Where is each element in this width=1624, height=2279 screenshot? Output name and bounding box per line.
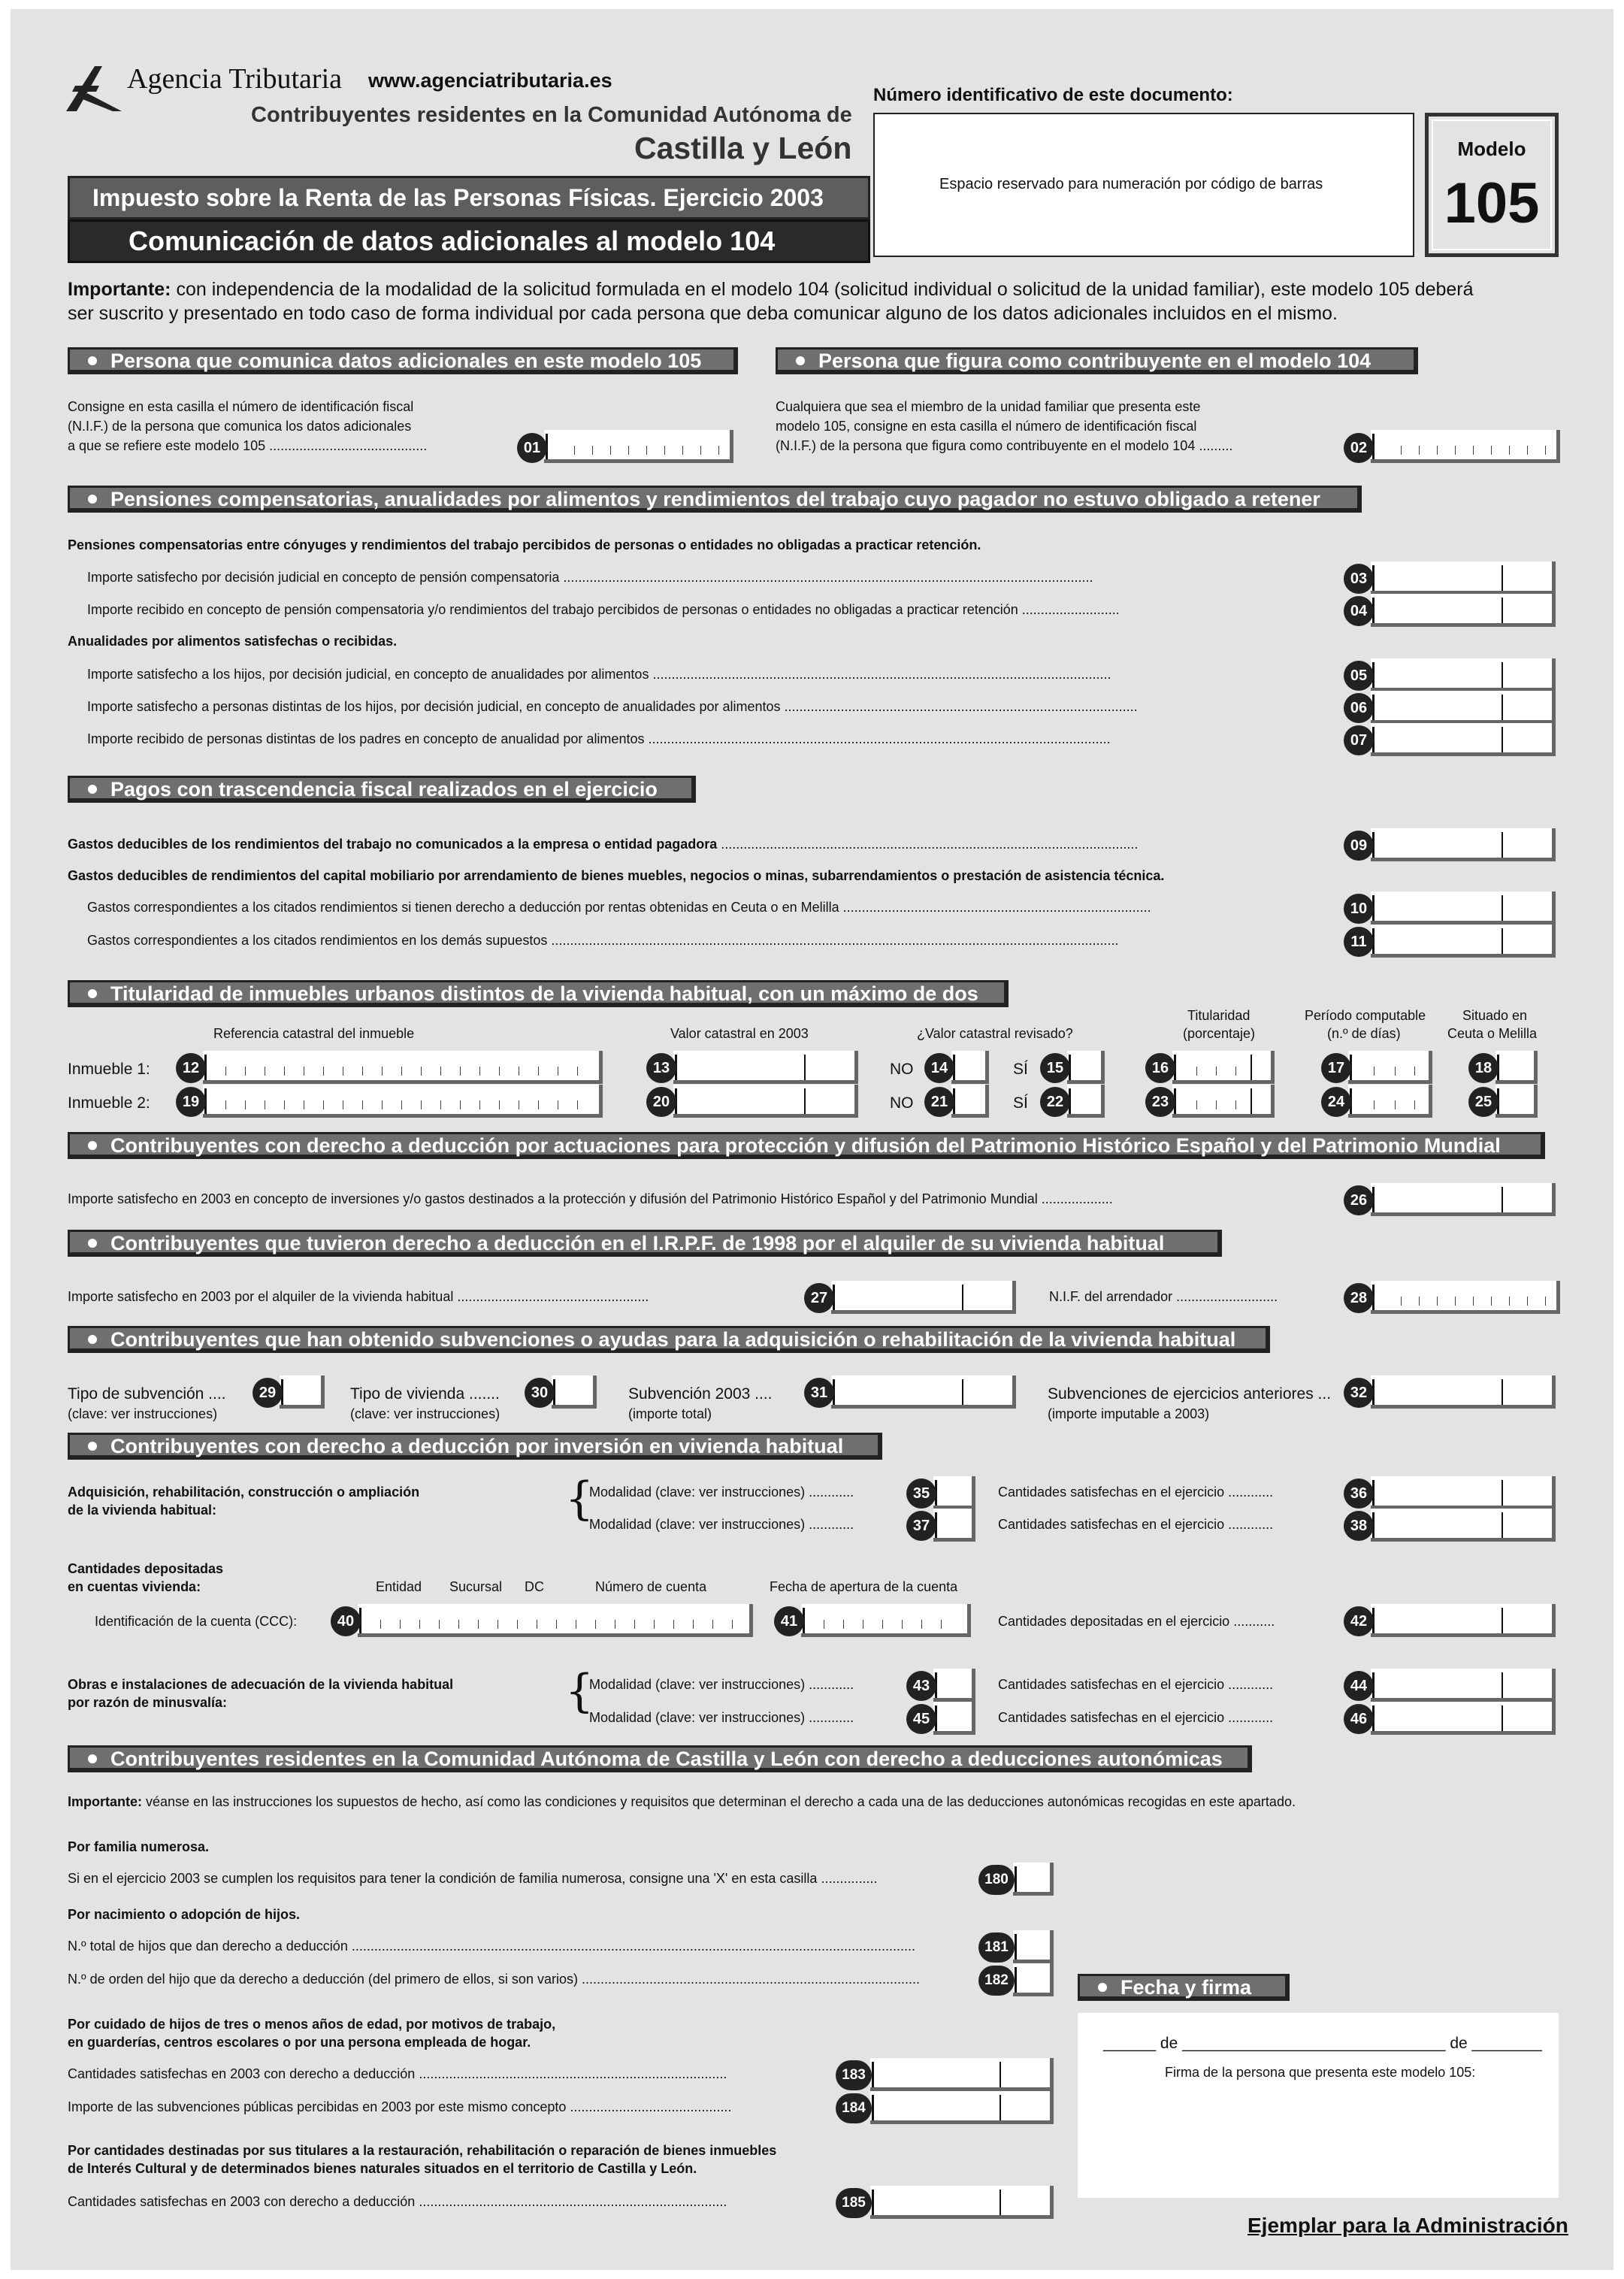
revisado-no-1: NO bbox=[890, 1061, 914, 1078]
box-number-37: 37 bbox=[906, 1511, 936, 1541]
s2-row06-label: Importe satisfecho a personas distintas de los hijos, por decisión judicial, en concepto de anualidades por alimentos .............................................................................................. bbox=[87, 699, 1138, 714]
section-header-inversion: Contribuyentes con derecho a deducción por inversión en vivienda habitual bbox=[68, 1433, 882, 1460]
field-43[interactable] bbox=[933, 1669, 975, 1702]
barcode-caption: Espacio reservado para numeración por código de barras bbox=[939, 176, 1323, 192]
section-header-autonomicas: Contribuyentes residentes en la Comunidad Autónoma de Castilla y León con derecho a deducciones autonómicas bbox=[68, 1745, 1252, 1772]
box-number-40: 40 bbox=[331, 1606, 361, 1636]
box-number-19: 19 bbox=[176, 1087, 206, 1117]
s6-row27-label: Importe satisfecho en 2003 por el alquiler de la vivienda habitual ................................................... bbox=[68, 1289, 649, 1304]
section-header-patrimonio: Contribuyentes con derecho a deducción por actuaciones para protección y difusión del Patrimonio Histórico Español y del Patrimonio Mundial bbox=[68, 1132, 1545, 1159]
field-21-no[interactable] bbox=[951, 1085, 989, 1118]
identificacion-cuenta-label: Identificación de la cuenta (CCC): bbox=[95, 1614, 298, 1629]
box-number-15: 15 bbox=[1040, 1053, 1070, 1083]
s2-subtitle1: Pensiones compensatorias entre cónyuges y rendimientos del trabajo percibidos de personas o entidades no obligadas a practicar retención. bbox=[68, 537, 981, 552]
importante-line1: Importante: con independencia de la modalidad de la solicitud formulada en el modelo 104 (solicitud individual o solicitud de la unidad familiar), este modelo 105 deberá bbox=[68, 279, 1474, 300]
box-number-180: 180 bbox=[978, 1865, 1015, 1895]
field-27[interactable] bbox=[831, 1281, 1016, 1314]
box-number-03: 03 bbox=[1344, 564, 1374, 594]
field-18-ceuta[interactable] bbox=[1495, 1051, 1538, 1084]
revisado-si-1: SÍ bbox=[1013, 1061, 1028, 1078]
field-29[interactable] bbox=[280, 1376, 325, 1409]
col-periodo-sub: (n.º de días) bbox=[1327, 1026, 1401, 1041]
field-17-periodo[interactable] bbox=[1348, 1051, 1432, 1084]
depositadas-42-label: Cantidades depositadas en el ejercicio ........... bbox=[998, 1614, 1275, 1629]
nacimiento-title: Por nacimiento o adopción de hijos. bbox=[68, 1907, 301, 1922]
brace-icon: { bbox=[565, 1665, 594, 1718]
box-number-20: 20 bbox=[646, 1087, 676, 1117]
field-181[interactable] bbox=[1013, 1930, 1054, 1963]
s1-left-line2: (N.I.F.) de la persona que comunica los datos adicionales bbox=[68, 419, 412, 434]
tipo-subvencion-sub: (clave: ver instrucciones) bbox=[68, 1406, 218, 1421]
website-url[interactable]: www.agenciatributaria.es bbox=[368, 69, 612, 92]
obras-label2: por razón de minusvalía: bbox=[68, 1695, 228, 1710]
obras-label1: Obras e instalaciones de adecuación de la vivienda habitual bbox=[68, 1677, 454, 1692]
field-03[interactable] bbox=[1371, 561, 1556, 595]
familia-numerosa-title: Por familia numerosa. bbox=[68, 1839, 210, 1854]
field-15-si[interactable] bbox=[1067, 1051, 1105, 1084]
subvenciones-anteriores-label: Subvenciones de ejercicios anteriores ... bbox=[1048, 1385, 1332, 1403]
patrimonio-title2: de Interés Cultural y de determinados bienes naturales situados en el territorio de Castilla y León. bbox=[68, 2161, 697, 2176]
box-number-31: 31 bbox=[804, 1378, 834, 1408]
section-header-contribuyente: Persona que figura como contribuyente en el modelo 104 bbox=[776, 347, 1418, 374]
s3-row09-label: Gastos deducibles de los rendimientos del trabajo no comunicados a la empresa o entidad pagadora ............................................................................................................... bbox=[68, 837, 1139, 852]
field-44[interactable] bbox=[1371, 1669, 1556, 1702]
field-12-ref-catastral[interactable] bbox=[203, 1051, 603, 1084]
box-number-06: 06 bbox=[1344, 693, 1374, 723]
depositadas-label2: en cuentas vivienda: bbox=[68, 1579, 201, 1594]
modelo-label: Modelo bbox=[1457, 138, 1526, 160]
s1-left-line3: a que se refiere este modelo 105 .......................................... bbox=[68, 438, 428, 453]
box-number-21: 21 bbox=[924, 1087, 954, 1117]
box-number-05: 05 bbox=[1344, 661, 1374, 691]
box-number-28: 28 bbox=[1344, 1283, 1374, 1313]
autonomicas-importante: Importante: véanse en las instrucciones los supuestos de hecho, así como las condiciones y requisitos que determinan el derecho a cada una de las deducciones autonómicas recogidas en este apartado. bbox=[68, 1794, 1296, 1809]
col-dc: DC bbox=[525, 1579, 544, 1594]
s2-row03-label: Importe satisfecho por decisión judicial en concepto de pensión compensatoria ............................................................................................................................................. bbox=[87, 570, 1093, 585]
field-37[interactable] bbox=[933, 1509, 975, 1542]
box-number-181: 181 bbox=[978, 1932, 1015, 1963]
s3-row11-label: Gastos correspondientes a los citados rendimientos en los demás supuestos ....................................................................................................................................................... bbox=[87, 933, 1119, 948]
field-01-nif[interactable] bbox=[544, 430, 733, 463]
subvenciones-anteriores-sub: (importe imputable a 2003) bbox=[1048, 1406, 1210, 1421]
field-09[interactable] bbox=[1371, 828, 1556, 861]
field-31[interactable] bbox=[831, 1376, 1016, 1409]
inmueble1-label: Inmueble 1: bbox=[68, 1061, 150, 1078]
cuidado-row184: Importe de las subvenciones públicas percibidas en 2003 por este mismo concepto ........................................... bbox=[68, 2099, 732, 2114]
modelo-box bbox=[1425, 113, 1559, 257]
nacimiento-row181: N.º total de hijos que dan derecho a deducción ...................................................................................................................................................... bbox=[68, 1939, 915, 1954]
box-number-46: 46 bbox=[1344, 1704, 1374, 1734]
section-header-comunicante: Persona que comunica datos adicionales en este modelo 105 bbox=[68, 347, 738, 374]
box-number-04: 04 bbox=[1344, 596, 1374, 626]
field-22-si[interactable] bbox=[1067, 1085, 1105, 1118]
s1-right-line1: Cualquiera que sea el miembro de la unidad familiar que presenta este bbox=[776, 399, 1201, 414]
s1-right-line3: (N.I.F.) de la persona que figura como contribuyente en el modelo 104 ......... bbox=[776, 438, 1233, 453]
box-number-02: 02 bbox=[1344, 433, 1374, 463]
field-41-fecha-apertura[interactable] bbox=[801, 1604, 971, 1637]
box-number-24: 24 bbox=[1321, 1087, 1351, 1117]
section-header-inmuebles: Titularidad de inmuebles urbanos distintos de la vivienda habitual, con un máximo de dos bbox=[68, 980, 1009, 1007]
s2-subtitle2: Anualidades por alimentos satisfechas o recibidas. bbox=[68, 634, 398, 649]
field-05[interactable] bbox=[1371, 658, 1556, 692]
box-number-27: 27 bbox=[804, 1283, 834, 1313]
s2-row04-label: Importe recibido en concepto de pensión compensatoria y/o rendimientos del trabajo percibidos de personas o entidades no obligadas a practicar retención .......................... bbox=[87, 602, 1120, 617]
section-header-alquiler: Contribuyentes que tuvieron derecho a deducción en el I.R.P.F. de 1998 por el alquiler de su vivienda habitual bbox=[68, 1230, 1222, 1257]
field-184[interactable] bbox=[870, 2091, 1054, 2124]
col-valor-catastral: Valor catastral en 2003 bbox=[670, 1026, 809, 1041]
patrimonio-title1: Por cantidades destinadas por sus titulares a la restauración, rehabilitación o reparación de bienes inmuebles bbox=[68, 2143, 777, 2158]
field-185[interactable] bbox=[870, 2186, 1054, 2219]
col-revisado: ¿Valor catastral revisado? bbox=[917, 1026, 1073, 1041]
s2-row07-label: Importe recibido de personas distintas de los padres en concepto de anualidad por alimentos ........................................................................................................................... bbox=[87, 731, 1111, 746]
modalidad-45-label: Modalidad (clave: ver instrucciones) ............ bbox=[589, 1710, 854, 1725]
field-45[interactable] bbox=[933, 1702, 975, 1735]
field-24-periodo[interactable] bbox=[1348, 1085, 1432, 1118]
field-02-nif[interactable] bbox=[1371, 430, 1560, 463]
cantidades-36-label: Cantidades satisfechas en el ejercicio ............ bbox=[998, 1485, 1274, 1500]
cuidado-row183: Cantidades satisfechas en 2003 con derecho a deducción .................................................................................. bbox=[68, 2066, 727, 2081]
adquisicion-label1: Adquisición, rehabilitación, construcción o ampliación bbox=[68, 1485, 420, 1500]
form-page bbox=[11, 9, 1613, 2270]
col-periodo: Período computable bbox=[1305, 1008, 1426, 1023]
tipo-vivienda-sub: (clave: ver instrucciones) bbox=[350, 1406, 501, 1421]
adquisicion-label2: de la vivienda habitual: bbox=[68, 1503, 217, 1518]
subvencion-sub: (importe total) bbox=[628, 1406, 712, 1421]
subvencion-label: Subvención 2003 .... bbox=[628, 1385, 773, 1403]
familia-numerosa-row: Si en el ejercicio 2003 se cumplen los requisitos para tener la condición de familia numerosa, consigne una 'X' en esta casilla ............... bbox=[68, 1871, 878, 1886]
field-10[interactable] bbox=[1371, 891, 1556, 925]
field-23-titularidad[interactable] bbox=[1172, 1085, 1275, 1118]
field-25-ceuta[interactable] bbox=[1495, 1085, 1538, 1118]
box-number-35: 35 bbox=[906, 1478, 936, 1509]
field-07[interactable] bbox=[1371, 723, 1556, 756]
box-number-12: 12 bbox=[176, 1053, 206, 1083]
col-sucursal: Sucursal bbox=[449, 1579, 503, 1594]
col-titularidad: Titularidad bbox=[1187, 1008, 1251, 1023]
box-number-38: 38 bbox=[1344, 1511, 1374, 1541]
banner-title: Comunicación de datos adicionales al modelo 104 bbox=[68, 219, 870, 263]
modalidad-43-label: Modalidad (clave: ver instrucciones) ............ bbox=[589, 1677, 854, 1692]
field-46[interactable] bbox=[1371, 1702, 1556, 1735]
brand-name: Agencia Tributaria bbox=[127, 63, 343, 95]
field-182[interactable] bbox=[1013, 1963, 1054, 1996]
modelo-number: 105 bbox=[1444, 171, 1540, 235]
box-number-44: 44 bbox=[1344, 1671, 1374, 1701]
fecha-line: ______ de ______________________________ de ________ bbox=[1103, 2035, 1542, 2052]
box-number-183: 183 bbox=[836, 2060, 872, 2090]
revisado-no-2: NO bbox=[890, 1094, 914, 1112]
cuidado-title1: Por cuidado de hijos de tres o menos años de edad, por motivos de trabajo, bbox=[68, 2017, 556, 2032]
col-numero-cuenta: Número de cuenta bbox=[595, 1579, 707, 1594]
box-number-45: 45 bbox=[906, 1704, 936, 1734]
box-number-10: 10 bbox=[1344, 894, 1374, 924]
signature-box[interactable] bbox=[1078, 2013, 1559, 2198]
field-11[interactable] bbox=[1371, 925, 1556, 958]
field-28-nif-arrendador[interactable] bbox=[1371, 1281, 1560, 1314]
field-13-valor[interactable] bbox=[673, 1051, 858, 1084]
field-40-ccc[interactable] bbox=[358, 1604, 753, 1637]
tipo-subvencion-label: Tipo de subvención .... bbox=[68, 1385, 226, 1403]
box-number-22: 22 bbox=[1040, 1087, 1070, 1117]
col-situado: Situado en bbox=[1462, 1008, 1528, 1023]
field-14-no[interactable] bbox=[951, 1051, 989, 1084]
cantidades-46-label: Cantidades satisfechas en el ejercicio ............ bbox=[998, 1710, 1274, 1725]
box-number-23: 23 bbox=[1145, 1087, 1175, 1117]
s3-subtitle: Gastos deducibles de rendimientos del capital mobiliario por arrendamiento de bienes muebles, negocios o minas, subarrendamientos o prestación de asistencia técnica. bbox=[68, 868, 1165, 883]
modalidad-35-label: Modalidad (clave: ver instrucciones) ............ bbox=[589, 1485, 854, 1500]
section-header-subvenciones: Contribuyentes que han obtenido subvenciones o ayudas para la adquisición o rehabilitación de la vivienda habitual bbox=[68, 1326, 1270, 1353]
field-26[interactable] bbox=[1371, 1183, 1556, 1216]
s1-left-line1: Consigne en esta casilla el número de identificación fiscal bbox=[68, 399, 414, 414]
col-fecha-apertura: Fecha de apertura de la cuenta bbox=[770, 1579, 958, 1594]
s5-row26-label: Importe satisfecho en 2003 en concepto de inversiones y/o gastos destinados a la protección y difusión del Patrimonio Histórico Español y del Patrimonio Mundial ................... bbox=[68, 1191, 1113, 1206]
box-number-13: 13 bbox=[646, 1053, 676, 1083]
box-number-17: 17 bbox=[1321, 1053, 1351, 1083]
doc-id-label: Número identificativo de este documento: bbox=[873, 85, 1233, 105]
field-20-valor[interactable] bbox=[673, 1085, 858, 1118]
field-180[interactable] bbox=[1013, 1863, 1054, 1896]
field-16-titularidad[interactable] bbox=[1172, 1051, 1275, 1084]
box-number-29: 29 bbox=[253, 1378, 283, 1408]
field-19-ref-catastral[interactable] bbox=[203, 1085, 603, 1118]
field-183[interactable] bbox=[870, 2058, 1054, 2091]
col-ref-catastral: Referencia catastral del inmueble bbox=[213, 1026, 415, 1041]
box-number-01: 01 bbox=[517, 433, 547, 463]
footer-ejemplar: Ejemplar para la Administración bbox=[1247, 2214, 1568, 2237]
cantidades-38-label: Cantidades satisfechas en el ejercicio ............ bbox=[998, 1517, 1274, 1532]
section-header-pensiones: Pensiones compensatorias, anualidades por alimentos y rendimientos del trabajo cuyo pagador no estuvo obligado a retener bbox=[68, 486, 1362, 513]
box-number-26: 26 bbox=[1344, 1185, 1374, 1215]
field-32[interactable] bbox=[1371, 1376, 1556, 1409]
field-36[interactable] bbox=[1371, 1476, 1556, 1509]
box-number-41: 41 bbox=[774, 1606, 804, 1636]
box-number-18: 18 bbox=[1468, 1053, 1498, 1083]
box-number-43: 43 bbox=[906, 1671, 936, 1701]
box-number-42: 42 bbox=[1344, 1606, 1374, 1636]
section-header-fecha-firma: Fecha y firma bbox=[1078, 1974, 1290, 2001]
field-06[interactable] bbox=[1371, 691, 1556, 724]
patrimonio-row185: Cantidades satisfechas en 2003 con derecho a deducción .................................................................................. bbox=[68, 2194, 727, 2209]
box-number-184: 184 bbox=[836, 2093, 872, 2123]
agencia-tributaria-logo-icon bbox=[65, 63, 123, 113]
section-header-pagos: Pagos con trascendencia fiscal realizados en el ejercicio bbox=[68, 776, 696, 803]
field-38[interactable] bbox=[1371, 1509, 1556, 1542]
inmueble2-label: Inmueble 2: bbox=[68, 1094, 150, 1112]
importante-line2: ser suscrito y presentado en todo caso de forma individual por cada persona que deba comunicar alguno de los datos adicionales incluidos en el mismo. bbox=[68, 303, 1338, 324]
s6-row28-label: N.I.F. del arrendador ........................... bbox=[1049, 1289, 1278, 1304]
barcode-box bbox=[873, 113, 1414, 257]
box-number-11: 11 bbox=[1344, 927, 1374, 957]
banner-tax-year: Impuesto sobre la Renta de las Personas Físicas. Ejercicio 2003 bbox=[68, 176, 870, 219]
revisado-si-2: SÍ bbox=[1013, 1094, 1028, 1112]
cantidades-44-label: Cantidades satisfechas en el ejercicio ............ bbox=[998, 1677, 1274, 1692]
cuidado-title2: en guarderías, centros escolares o por una persona empleada de hogar. bbox=[68, 2035, 531, 2050]
box-number-32: 32 bbox=[1344, 1378, 1374, 1408]
field-04[interactable] bbox=[1371, 594, 1556, 627]
depositadas-label1: Cantidades depositadas bbox=[68, 1561, 224, 1576]
box-number-182: 182 bbox=[978, 1966, 1015, 1996]
modalidad-37-label: Modalidad (clave: ver instrucciones) ............ bbox=[589, 1517, 854, 1532]
box-number-30: 30 bbox=[525, 1378, 555, 1408]
box-number-14: 14 bbox=[924, 1053, 954, 1083]
box-number-09: 09 bbox=[1344, 831, 1374, 861]
box-number-07: 07 bbox=[1344, 725, 1374, 755]
brace-icon: { bbox=[565, 1472, 594, 1525]
col-entidad: Entidad bbox=[376, 1579, 422, 1594]
col-titularidad-sub: (porcentaje) bbox=[1183, 1026, 1256, 1041]
firma-caption: Firma de la persona que presenta este modelo 105: bbox=[1165, 2065, 1476, 2080]
box-number-185: 185 bbox=[836, 2188, 872, 2218]
header-line1: Contribuyentes residentes en la Comunidad Autónoma de bbox=[251, 103, 852, 127]
header-line2: Castilla y León bbox=[634, 131, 852, 165]
s3-row10-label: Gastos correspondientes a los citados rendimientos si tienen derecho a deducción por rentas obtenidas en Ceuta o en Melilla .................................................................................. bbox=[87, 900, 1151, 915]
field-35[interactable] bbox=[933, 1476, 975, 1509]
nacimiento-row182: N.º de orden del hijo que da derecho a deducción (del primero de ellos, si son varios) .......................................................................................... bbox=[68, 1972, 921, 1987]
field-42[interactable] bbox=[1371, 1604, 1556, 1637]
box-number-25: 25 bbox=[1468, 1087, 1498, 1117]
field-30[interactable] bbox=[552, 1376, 597, 1409]
tipo-vivienda-label: Tipo de vivienda ....... bbox=[350, 1385, 500, 1403]
s2-row05-label: Importe satisfecho a los hijos, por decisión judicial, en concepto de anualidades por alimentos .......................................................................................................................... bbox=[87, 667, 1111, 682]
col-situado-sub: Ceuta o Melilla bbox=[1447, 1026, 1538, 1041]
box-number-36: 36 bbox=[1344, 1478, 1374, 1509]
s1-right-line2: modelo 105, consigne en esta casilla el número de identificación fiscal bbox=[776, 419, 1197, 434]
box-number-16: 16 bbox=[1145, 1053, 1175, 1083]
